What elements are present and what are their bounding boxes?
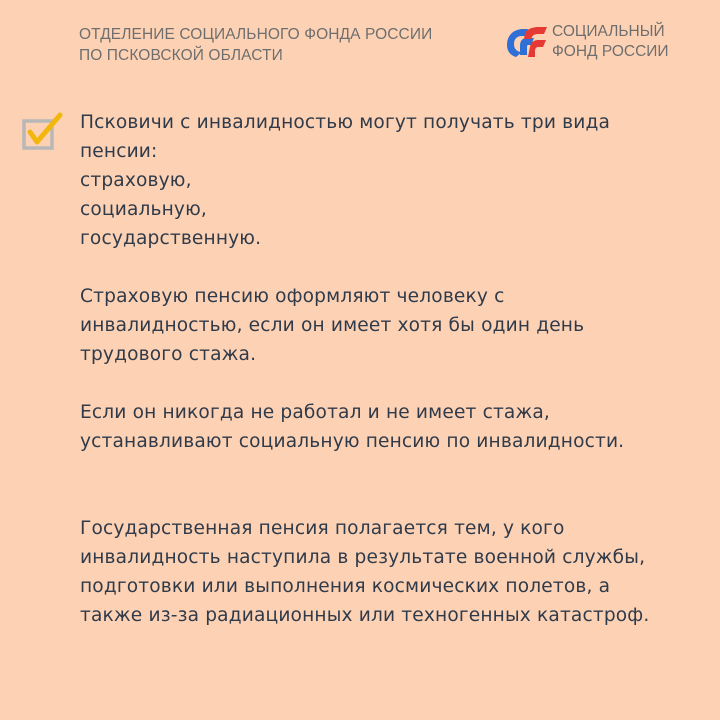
paragraph-social-pension [80, 398, 710, 456]
text-line: инвалидностью, если он имеет хотя бы один день [80, 315, 585, 336]
text-line: страховую, [80, 170, 192, 191]
text-line: подготовки или выполнения космических полетов, а [80, 576, 611, 597]
sfr-logo-icon [503, 25, 549, 59]
text-line: инвалидность наступила в результате военной службы, [80, 547, 646, 568]
text-line: государственную. [80, 228, 262, 249]
sfr-logo-text [552, 22, 669, 62]
logo-text-line1: СОЦИАЛЬНЫЙ [552, 23, 665, 40]
text-line: также из-за радиационных или техногенных катастроф. [80, 605, 650, 626]
checkbox-checked-icon [22, 112, 66, 156]
text-line: Если он никогда не работал и не имеет стажа, [80, 402, 550, 423]
text-line: трудового стажа. [80, 344, 257, 365]
logo-text-line2: ФОНД РОССИИ [552, 43, 669, 60]
text-line: Государственная пенсия полагается тем, у кого [80, 518, 565, 539]
paragraph-pension-types [80, 108, 710, 253]
paragraph-state-pension [80, 514, 710, 630]
main-text [80, 108, 710, 630]
paragraph-insurance-pension [80, 282, 710, 369]
organization-name-line1: ОТДЕЛЕНИЕ СОЦИАЛЬНОГО ФОНДА РОССИИ [79, 26, 433, 43]
text-line: Псковичи с инвалидностью могут получать три вида [80, 112, 611, 133]
text-line: устанавливают социальную пенсию по инвалидности. [80, 431, 625, 452]
text-line: пенсии: [80, 141, 158, 162]
sfr-logo [503, 22, 669, 62]
text-line: Страховую пенсию оформляют человеку с [80, 286, 505, 307]
organization-name-line2: ПО ПСКОВСКОЙ ОБЛАСТИ [79, 47, 283, 64]
text-line: социальную, [80, 199, 207, 220]
organization-header [79, 24, 432, 66]
